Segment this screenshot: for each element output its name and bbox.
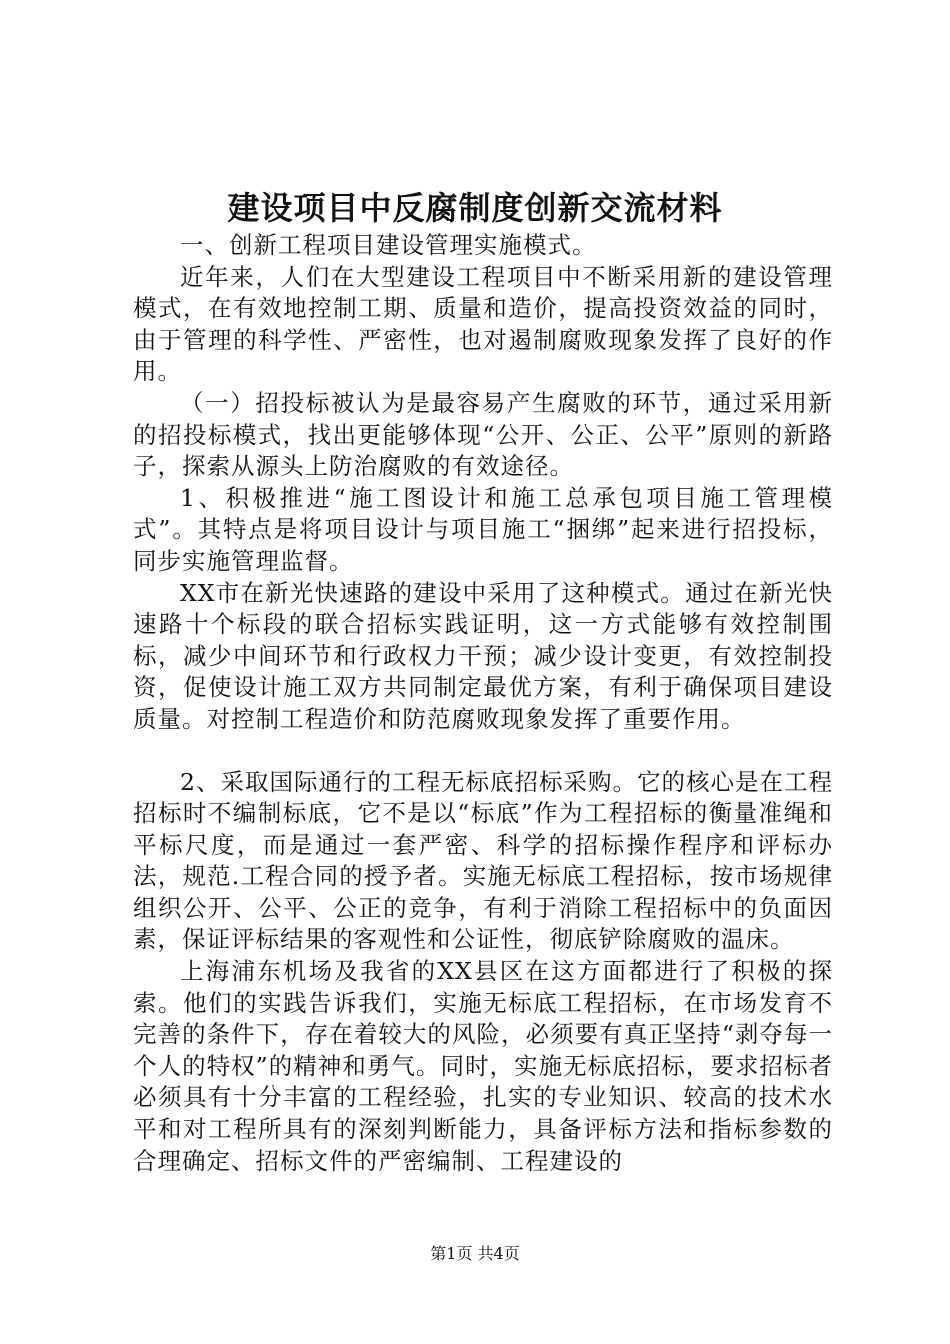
paragraph-intro: 近年来，人们在大型建设工程项目中不断采用新的建设管理模式，在有效地控制工期、质量和造价，提高投资效益的同时，由于管理的科学性、严密性，也对遏制腐败现象发挥了良好的作用。 [133, 262, 833, 386]
paragraph-item-1: 1、积极推进“施工图设计和施工总承包项目施工管理模式”。其特点是将项目设计与项目施工“捆绑”起来进行招投标，同步实施管理监督。 [133, 483, 833, 575]
document-title: 建设项目中反腐制度创新交流材料 [227, 189, 723, 227]
paragraph-example-shanghai: 上海浦东机场及我省的XX县区在这方面都进行了积极的探索。他们的实践告诉我们，实施无标底工程招标，在市场发育不完善的条件下，存在着较大的风险，必须要有真正坚持“剥夺每一个人的特权”的精神和勇气。同时，实施无标底招标，要求招标者必须具有十分丰富的工程经验，扎实的专业知识、较高的技术水平和对工程所具有的深刻判断能力，具备评标方法和指标参数的合理确定、招标文件的严密编制、工程建设的 [133, 957, 833, 1175]
section-heading-1: 一、创新工程项目建设管理实施模式。 [180, 231, 597, 259]
paragraph-item-2: 2、采取国际通行的工程无标底招标采购。它的核心是在工程招标时不编制标底，它不是以“标底”作为工程招标的衡量准绳和平标尺度，而是通过一套严密、科学的招标操作程序和评标办法，规范.工程合同的授予者。实施无标底工程招标，按市场规律组织公开、公平、公正的竞争，有利于消除工程招标中的负面因素，保证评标结果的客观性和公证性，彻底铲除腐败的温床。 [133, 767, 833, 954]
page-number-footer: 第1页 共4页 [430, 1244, 520, 1263]
paragraph-example-xx-city: XX市在新光快速路的建设中采用了这种模式。通过在新光快速路十个标段的联合招标实践证明，这一方式能够有效控制围标，减少中间环节和行政权力干预；减少设计变更，有效控制投资，促使设计施工双方共同制定最优方案，有利于确保项目建设质量。对控制工程造价和防范腐败现象发挥了重要作用。 [133, 578, 833, 733]
document-body [133, 230, 833, 1177]
paragraph-subsection-1: （一）招投标被认为是最容易产生腐败的环节，通过采用新的招投标模式，找出更能够体现“公开、公正、公平”原则的新路子，探索从源头上防治腐败的有效途径。 [133, 388, 833, 481]
